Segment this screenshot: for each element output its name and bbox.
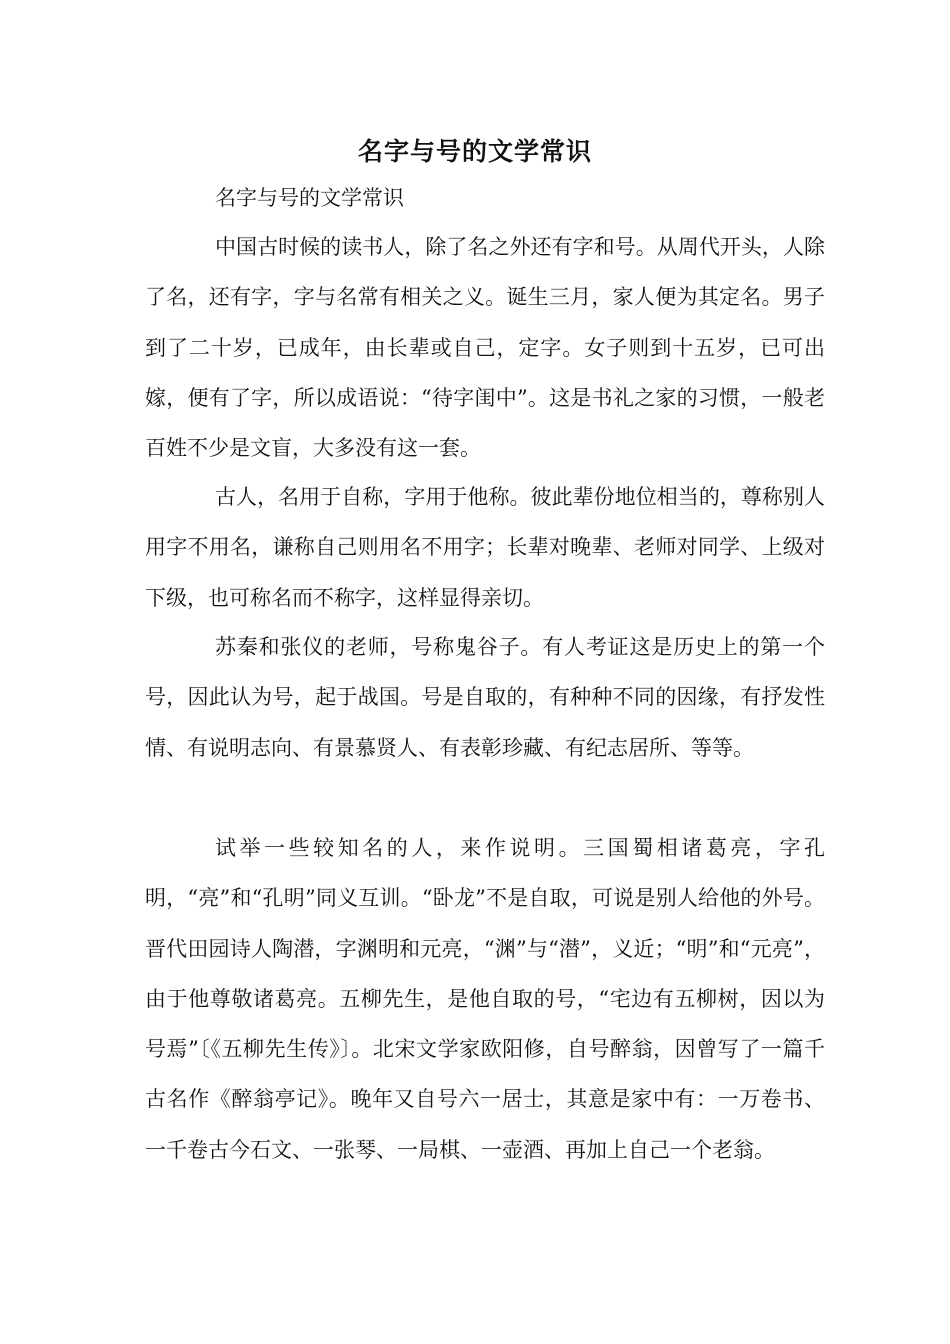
paragraph-usage: 古人，名用于自称，字用于他称。彼此辈份地位相当的，尊称别人用字不用名，谦称自己则用名不用字；长辈对晚辈、老师对同学、上级对下级，也可称名而不称字，这样显得亲切。	[145, 485, 825, 610]
paragraph-origin-of-hao: 苏秦和张仪的老师，号称鬼谷子。有人考证这是历史上的第一个号，因此认为号，起于战国。号是自取的，有种种不同的因缘，有抒发性情、有说明志向、有景慕贤人、有表彰珍藏、有纪志居所、等等。	[145, 635, 825, 760]
paragraph-intro: 中国古时候的读书人，除了名之外还有字和号。从周代开头，人除了名，还有字，字与名常有相关之义。诞生三月，家人便为其定名。男子到了二十岁，已成年，由长辈或自己，定字。女子则到十五岁，已可出嫁，便有了字，所以成语说：“待字闺中”。这是书礼之家的习惯，一般老百姓不少是文盲，大多没有这一套。	[145, 235, 825, 461]
paragraph-examples: 试举一些较知名的人，来作说明。三国蜀相诸葛亮，字孔明，“亮”和“孔明”同义互训。“卧龙”不是自取，可说是别人给他的外号。晋代田园诗人陶潜，字渊明和元亮，“渊”与“潜”，义近；“明”和“元亮”，由于他尊敬诸葛亮。五柳先生，是他自取的号，“宅边有五柳树，因以为号焉”〔《五柳先生传》〕。北宋文学家欧阳修，自号醉翁，因曾写了一篇千古名作《醉翁亭记》。晚年又自号六一居士，其意是家中有：一万卷书、一千卷古今石文、一张琴、一局棋、一壶酒、再加上自己一个老翁。	[145, 836, 825, 1162]
document-title: 名字与号的文学常识	[357, 137, 592, 166]
document-subtitle: 名字与号的文学常识	[215, 186, 404, 210]
